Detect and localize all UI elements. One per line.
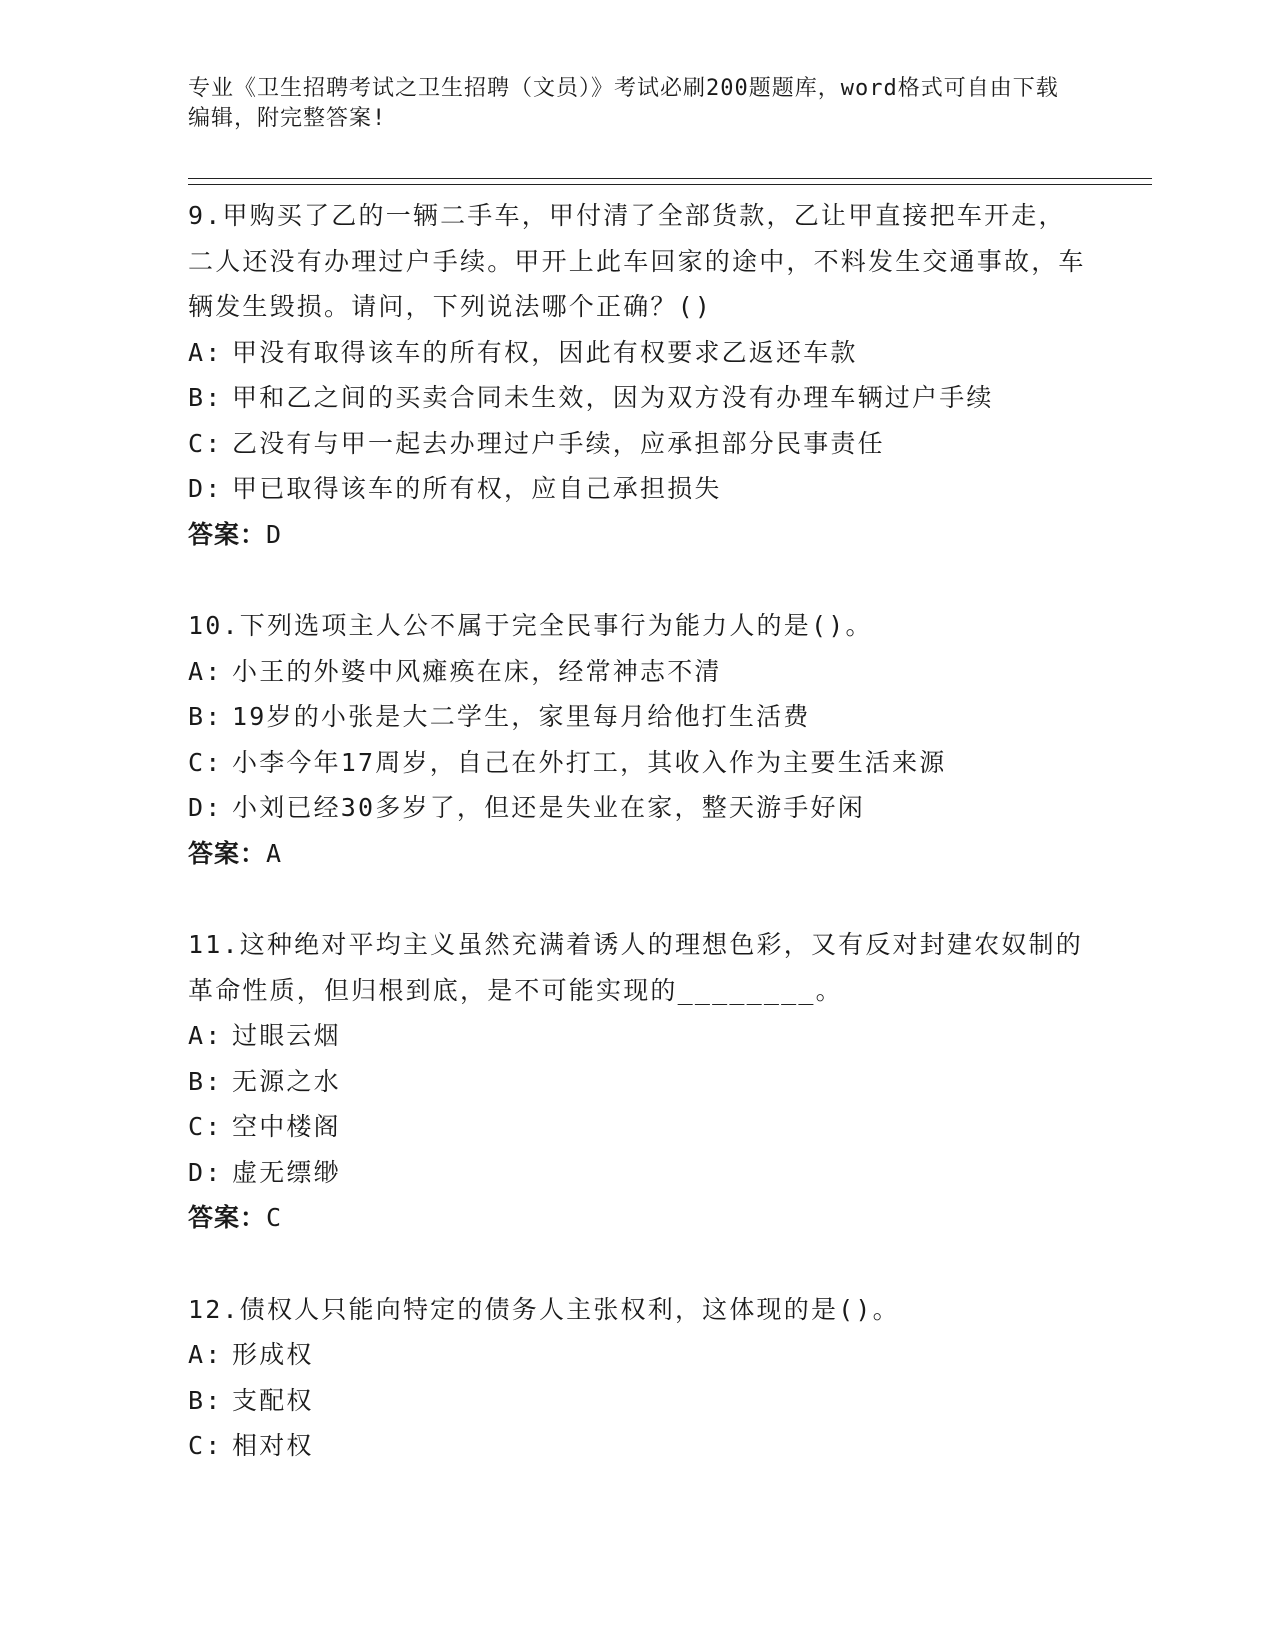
document-header: 专业《卫生招聘考试之卫生招聘（文员）》考试必刷200题题库，word格式可自由下载编辑，附完整答案! xyxy=(188,76,1059,131)
option-c xyxy=(188,1423,1088,1469)
option-a xyxy=(188,1332,1088,1378)
option-text: 乙没有与甲一起去办理过户手续，应承担部分民事责任 xyxy=(232,428,885,458)
option-key: C: xyxy=(188,428,223,458)
option-b xyxy=(188,1378,1088,1424)
option-key: C: xyxy=(188,1112,223,1141)
option-c xyxy=(188,1104,1088,1150)
answer-value: D xyxy=(266,519,283,549)
question-list xyxy=(188,193,1088,1515)
option-b xyxy=(188,694,1088,740)
option-key: A: xyxy=(188,1340,223,1369)
option-b xyxy=(188,375,1088,421)
option-a xyxy=(188,1013,1088,1059)
option-c xyxy=(188,421,1088,467)
answer-label: 答案： xyxy=(188,1203,267,1232)
option-key: C: xyxy=(188,747,223,777)
option-key: B: xyxy=(188,702,223,731)
option-text: 无源之水 xyxy=(232,1066,341,1096)
option-key: D: xyxy=(188,474,223,503)
question-10 xyxy=(188,603,1088,876)
option-text: 支配权 xyxy=(232,1385,314,1415)
option-key: D: xyxy=(188,1157,223,1187)
option-key: C: xyxy=(188,1431,223,1460)
option-key: D: xyxy=(188,793,223,822)
question-stem: 12.债权人只能向特定的债务人主张权利，这体现的是()。 xyxy=(188,1294,900,1324)
question-stem: 11.这种绝对平均主义虽然充满着诱人的理想色彩，又有反对封建农奴制的革命性质，但归根到底，是不可能实现的________。 xyxy=(188,930,1083,1005)
option-text: 虚无缥缈 xyxy=(232,1157,341,1187)
option-text: 小李今年17周岁，自己在外打工，其收入作为主要生活来源 xyxy=(232,747,947,777)
option-key: A: xyxy=(188,337,223,367)
answer-value: A xyxy=(266,838,283,868)
header-rule-bottom xyxy=(188,184,1152,185)
option-b xyxy=(188,1059,1088,1105)
option-text: 小刘已经30多岁了，但还是失业在家，整天游手好闲 xyxy=(232,793,865,822)
option-text: 甲没有取得该车的所有权，因此有权要求乙返还车款 xyxy=(232,337,858,367)
question-9 xyxy=(188,193,1088,557)
question-stem: 9.甲购买了乙的一辆二手车，甲付清了全部货款，乙让甲直接把车开走，二人还没有办理过户手续。甲开上此车回家的途中，不料发生交通事故，车辆发生毁损。请问，下列说法哪个正确？() xyxy=(188,201,1086,321)
option-d xyxy=(188,785,1088,831)
question-12 xyxy=(188,1287,1088,1469)
option-text: 甲和乙之间的买卖合同未生效，因为双方没有办理车辆过户手续 xyxy=(232,383,994,412)
option-d xyxy=(188,1150,1088,1196)
option-d xyxy=(188,466,1088,512)
option-text: 相对权 xyxy=(232,1431,314,1460)
option-text: 19岁的小张是大二学生，家里每月给他打生活费 xyxy=(232,702,811,731)
option-key: B: xyxy=(188,1385,223,1415)
answer-line xyxy=(188,831,1088,877)
question-stem: 10.下列选项主人公不属于完全民事行为能力人的是()。 xyxy=(188,611,873,640)
option-text: 形成权 xyxy=(232,1340,314,1369)
option-a xyxy=(188,649,1088,695)
option-key: B: xyxy=(188,1066,223,1096)
answer-label: 答案： xyxy=(188,519,267,549)
option-text: 小王的外婆中风瘫痪在床，经常神志不清 xyxy=(232,656,722,686)
option-key: B: xyxy=(188,383,223,412)
option-key: A: xyxy=(188,656,223,686)
header-rule-top xyxy=(188,178,1152,179)
answer-line xyxy=(188,512,1088,558)
option-a xyxy=(188,330,1088,376)
option-text: 过眼云烟 xyxy=(232,1021,341,1050)
option-text: 空中楼阁 xyxy=(232,1112,341,1141)
option-key: A: xyxy=(188,1021,223,1050)
question-11 xyxy=(188,922,1088,1241)
answer-value: C xyxy=(266,1203,283,1232)
answer-line xyxy=(188,1195,1088,1241)
option-c xyxy=(188,740,1088,786)
answer-label: 答案： xyxy=(188,838,267,868)
option-text: 甲已取得该车的所有权，应自己承担损失 xyxy=(232,474,722,503)
